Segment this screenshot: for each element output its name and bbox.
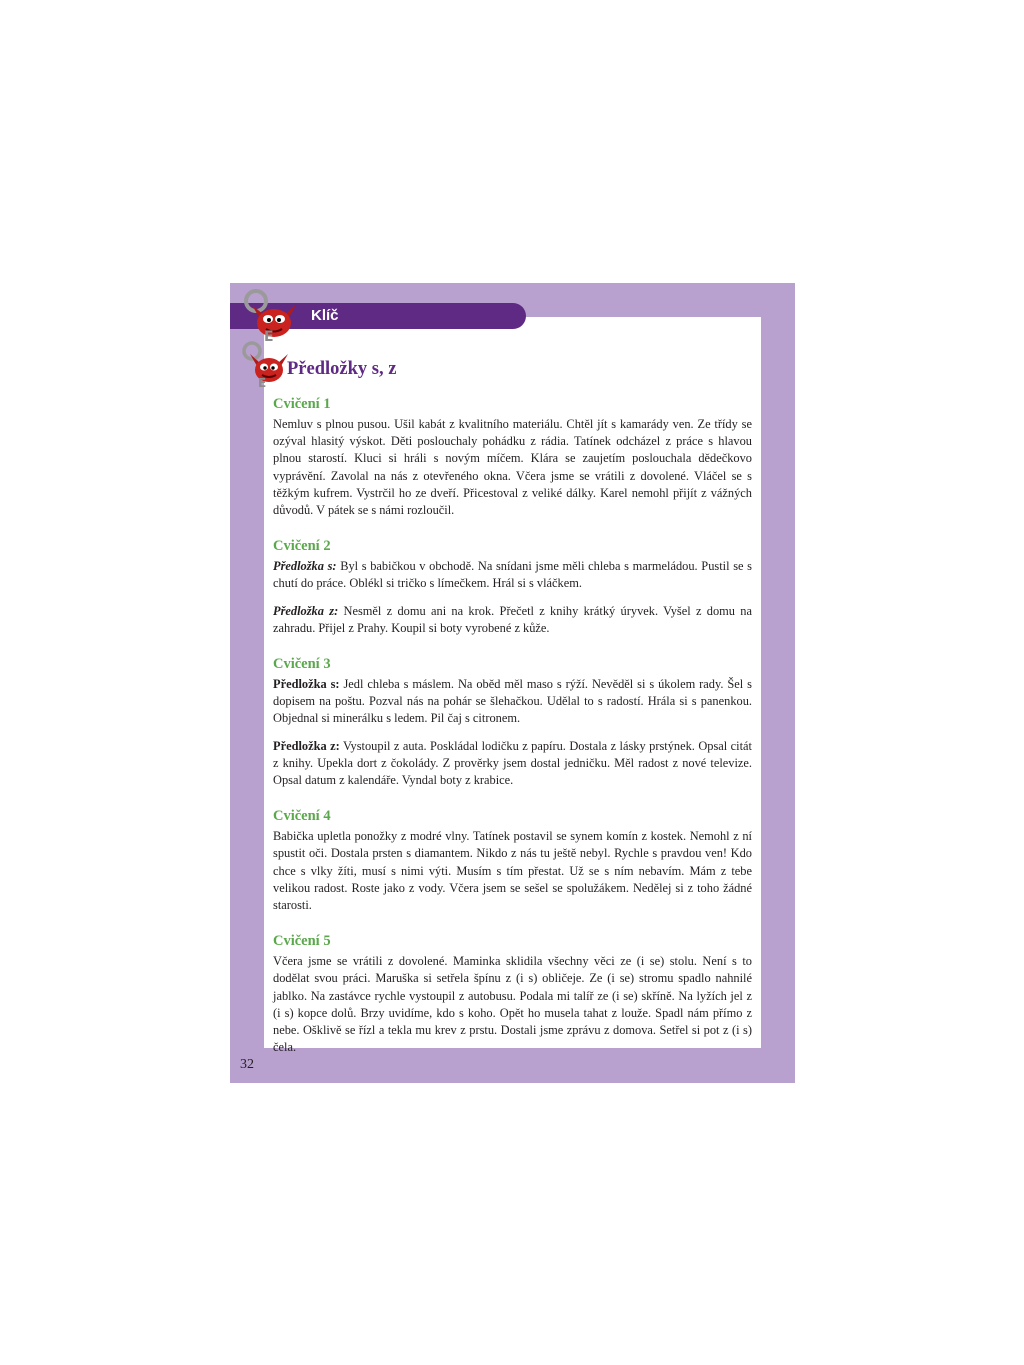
exercise-text <box>273 603 752 637</box>
exercise-text: Včera jsme se vrátili z dovolené. Maminka sklidila všechny věci ze (i se) stolu. Není s to dodělat svou práci. Maruška si setřela špínu z (i s) obličeje. Ze (i se) stromu spadlo nahnilé jablko. Na zastávce rychle vystoupil z autobusu. Podala mi talíř ze (i se) skříně. Na lyžích jel z (i s) kopce dolů. Brzy uvidíme, kdo s koho. Opět ho musela tahat z louže. Spadl nám přímo z nebe. Ošklivě se řízl a tekla mu krev z prstu. Dostali jsme zprávu z domova. Setřel si pot z (i s) čela. <box>273 954 752 1055</box>
svg-text:E: E <box>264 329 274 341</box>
exercise-sentence: Vystoupil z auta. Poskládal lodičku z papíru. Dostala z lásky prstýnek. Opsal citát z knihy. Upekla dort z čokolády. Z prověrky jsem dostal jedničku. Měl radost z nové televize. Opsal datum z kalendáře. Vyndal boty z krabice. <box>273 738 752 788</box>
exercise-text <box>273 676 752 728</box>
preposition-label: Předložka z: <box>273 738 340 753</box>
exercise-1 <box>273 396 752 519</box>
exercise-text <box>273 558 752 592</box>
preposition-label: Předložka s: <box>273 677 340 692</box>
exercise-heading: Cvičení 1 <box>273 396 331 412</box>
preposition-label: Předložka z: <box>273 603 339 618</box>
svg-text:E: E <box>258 376 267 387</box>
exercise-5 <box>273 933 752 1056</box>
exercise-text: Nemluv s plnou pusou. Ušil kabát z kvalitního materiálu. Chtěl jít s kamarády ven. Ze třídy se ozýval hlasitý výskot. Děti poslouchaly pohádku z rádia. Tatínek odcházel z práce s hlavou plnou starostí. Kluci si hráli s novým míčem. Klára se zaujetím poslouchala dědečkovo vyprávění. Zavolal na nás z otevřeného okna. Včera jsme se vrátili z dovolené. Vláčel se s těžkým kufrem. Vystrčil ho ze dveří. Přicestoval z veliké dálky. Karel nemohl přijít z vážných důvodů. V pátek se s námi rozloučil. <box>273 417 752 518</box>
exercise-heading: Cvičení 2 <box>273 538 331 555</box>
content <box>273 396 752 1075</box>
banner-label: Klíč <box>311 307 339 324</box>
exercise-text: Babička upletla ponožky z modré vlny. Tatínek postavil se synem komín z kostek. Nemohl z ní spustit oči. Dostala prsten s diamantem. Nikdo z nás tu ještě nebyl. Rychle s pravdou ven! Kdo chce s vlky žíti, musí s nimi výti. Musím s tím přestat. Už se s ním nebavím. Mám z tebe velikou radost. Roste jako z vody. Včera jsem se sešel se spolužákem. Nedělej si z toho žádné starosti. <box>273 829 752 913</box>
preposition-label: Předložka s: <box>273 559 337 574</box>
exercise-3 <box>273 656 752 789</box>
exercise-2 <box>273 538 752 637</box>
exercise-heading: Cvičení 4 <box>273 808 331 825</box>
exercise-sentence: Byl s babičkou v obchodě. Na snídani jsme měli chleba s marmeládou. Pustil se s chutí do práce. Oblékl si tričko s límečkem. Hrál si s vláčkem. <box>273 559 752 591</box>
exercise-4 <box>273 808 752 914</box>
exercise-sentence: Jedl chleba s máslem. Na oběd měl maso s rýží. Nevěděl si s úkolem rady. Šel s dopisem na poštu. Pozval nás na pohár se šlehačkou. Udělal to s radostí. Hrála si s panenkou. Objednal si minerálku s ledem. Pil čaj s citronem. <box>273 677 752 726</box>
exercise-text <box>273 738 752 790</box>
exercise-heading: Cvičení 5 <box>273 933 331 950</box>
devil-mascot-icon <box>238 341 290 387</box>
page-number: 32 <box>240 1057 254 1072</box>
exercise-heading: Cvičení 3 <box>273 656 331 673</box>
page-title: Předložky s, z <box>287 359 397 379</box>
devil-mascot-icon <box>238 289 298 341</box>
exercise-sentence: Nesměl z domu ani na krok. Přečetl z knihy krátký úryvek. Vyšel z domu na zahradu. Přijel z Prahy. Koupil si boty vyrobené z kůže. <box>273 603 752 635</box>
book-page <box>230 283 795 1083</box>
